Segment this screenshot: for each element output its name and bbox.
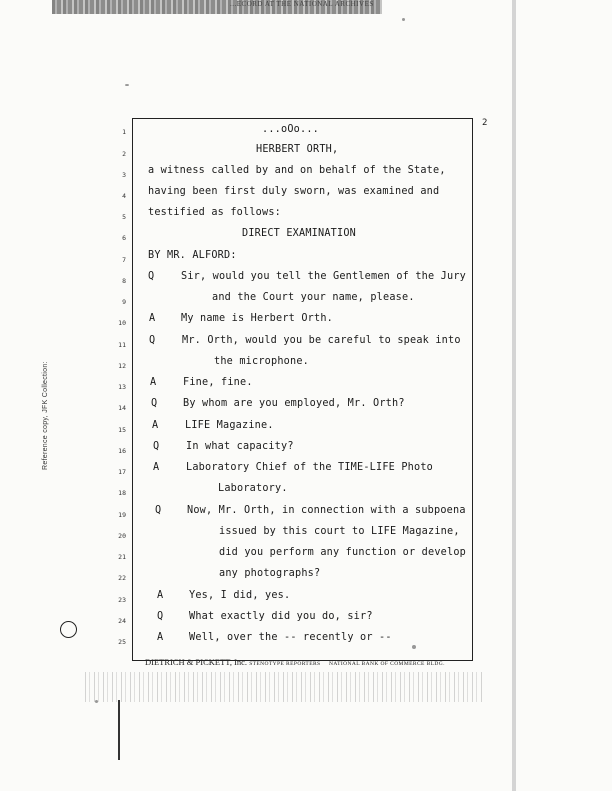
testimony-line: Yes, I did, yes. (189, 590, 291, 601)
testimony-line: In what capacity? (186, 441, 294, 452)
testimony-line: Mr. Orth, would you be careful to speak into (182, 335, 461, 346)
line-number: 14 (118, 404, 126, 412)
testimony-line: What exactly did you do, sir? (189, 611, 373, 622)
intro-line: a witness called by and on behalf of the State, (148, 165, 446, 176)
speaker-label: A (152, 420, 159, 431)
line-number: 25 (118, 638, 126, 646)
scan-mark (118, 700, 120, 760)
line-number: 7 (122, 256, 126, 264)
scan-speck (95, 700, 98, 703)
line-number: 17 (118, 468, 126, 476)
testimony-line: Now, Mr. Orth, in connection with a subpoena (187, 505, 466, 516)
speaker-label: A (157, 632, 164, 643)
line-number: 19 (118, 511, 126, 519)
speaker-label: Q (149, 335, 156, 346)
line-number: 2 (122, 150, 126, 158)
line-number: 9 (122, 298, 126, 306)
testimony-line: and the Court your name, please. (212, 292, 415, 303)
reporter-footer (145, 657, 445, 667)
speaker-label: Q (148, 271, 155, 282)
speaker-label: A (150, 377, 157, 388)
scan-speck (412, 645, 416, 649)
reporter-role: STENOTYPE REPORTERS (249, 661, 321, 667)
reporter-address: NATIONAL BANK OF COMMERCE BLDG. (328, 661, 445, 667)
testimony-line: did you perform any function or develop (219, 547, 467, 558)
line-number: 15 (118, 426, 126, 434)
testimony-line: By whom are you employed, Mr. Orth? (183, 398, 405, 409)
section-heading: DIRECT EXAMINATION (242, 228, 357, 239)
reference-copy-stamp: Reference copy, JFK Collection: (42, 361, 49, 470)
examiner-line: BY MR. ALFORD: (148, 250, 237, 261)
testimony-line: Well, over the -- recently or -- (189, 632, 392, 643)
line-number: 20 (118, 532, 126, 540)
transcript-frame (132, 118, 473, 661)
line-number: 3 (122, 171, 126, 179)
line-number: 5 (122, 213, 126, 221)
scan-speck (125, 84, 129, 86)
line-number: 10 (118, 319, 126, 327)
testimony-line: Laboratory Chief of the TIME-LIFE Photo (186, 462, 434, 473)
testimony-line: Laboratory. (218, 483, 288, 494)
testimony-line: My name is Herbert Orth. (181, 313, 334, 324)
line-number: 21 (118, 553, 126, 561)
testimony-line: Sir, would you tell the Gentlemen of the Jury (181, 271, 467, 282)
speaker-label: Q (155, 505, 162, 516)
scan-artifact-right (512, 0, 516, 791)
line-number: 8 (122, 277, 126, 285)
intro-line: testified as follows: (148, 207, 282, 218)
speaker-label: Q (157, 611, 164, 622)
intro-line: having been first duly sworn, was examined and (148, 186, 440, 197)
testimony-line: issued by this court to LIFE Magazine, (219, 526, 460, 537)
speaker-label: A (153, 462, 160, 473)
testimony-line: any photographs? (219, 568, 321, 579)
testimony-line: the microphone. (214, 356, 310, 367)
testimony-line: LIFE Magazine. (185, 420, 274, 431)
reporter-firm: DIETRICH & PICKETT, Inc. (145, 657, 248, 667)
scan-noise (85, 672, 485, 702)
line-number: 1 (122, 128, 126, 136)
archive-stamp: ...ECORD AT THE NATIONAL ARCHIVES (230, 0, 374, 8)
speaker-label: Q (151, 398, 158, 409)
line-number: 6 (122, 234, 126, 242)
binder-hole (60, 621, 77, 638)
page-number: 2 (482, 118, 488, 128)
line-number: 12 (118, 362, 126, 370)
line-number: 13 (118, 383, 126, 391)
line-number: 4 (122, 192, 126, 200)
line-number: 22 (118, 574, 126, 582)
line-number: 16 (118, 447, 126, 455)
testimony-line: Fine, fine. (183, 377, 253, 388)
line-number: 23 (118, 596, 126, 604)
speaker-label: A (157, 590, 164, 601)
line-number: 18 (118, 489, 126, 497)
speaker-label: Q (153, 441, 160, 452)
line-number: 24 (118, 617, 126, 625)
witness-name: HERBERT ORTH, (256, 144, 339, 155)
scan-speck (402, 18, 405, 21)
speaker-label: A (149, 313, 156, 324)
separator: ...oOo... (262, 124, 320, 135)
line-number: 11 (118, 341, 126, 349)
